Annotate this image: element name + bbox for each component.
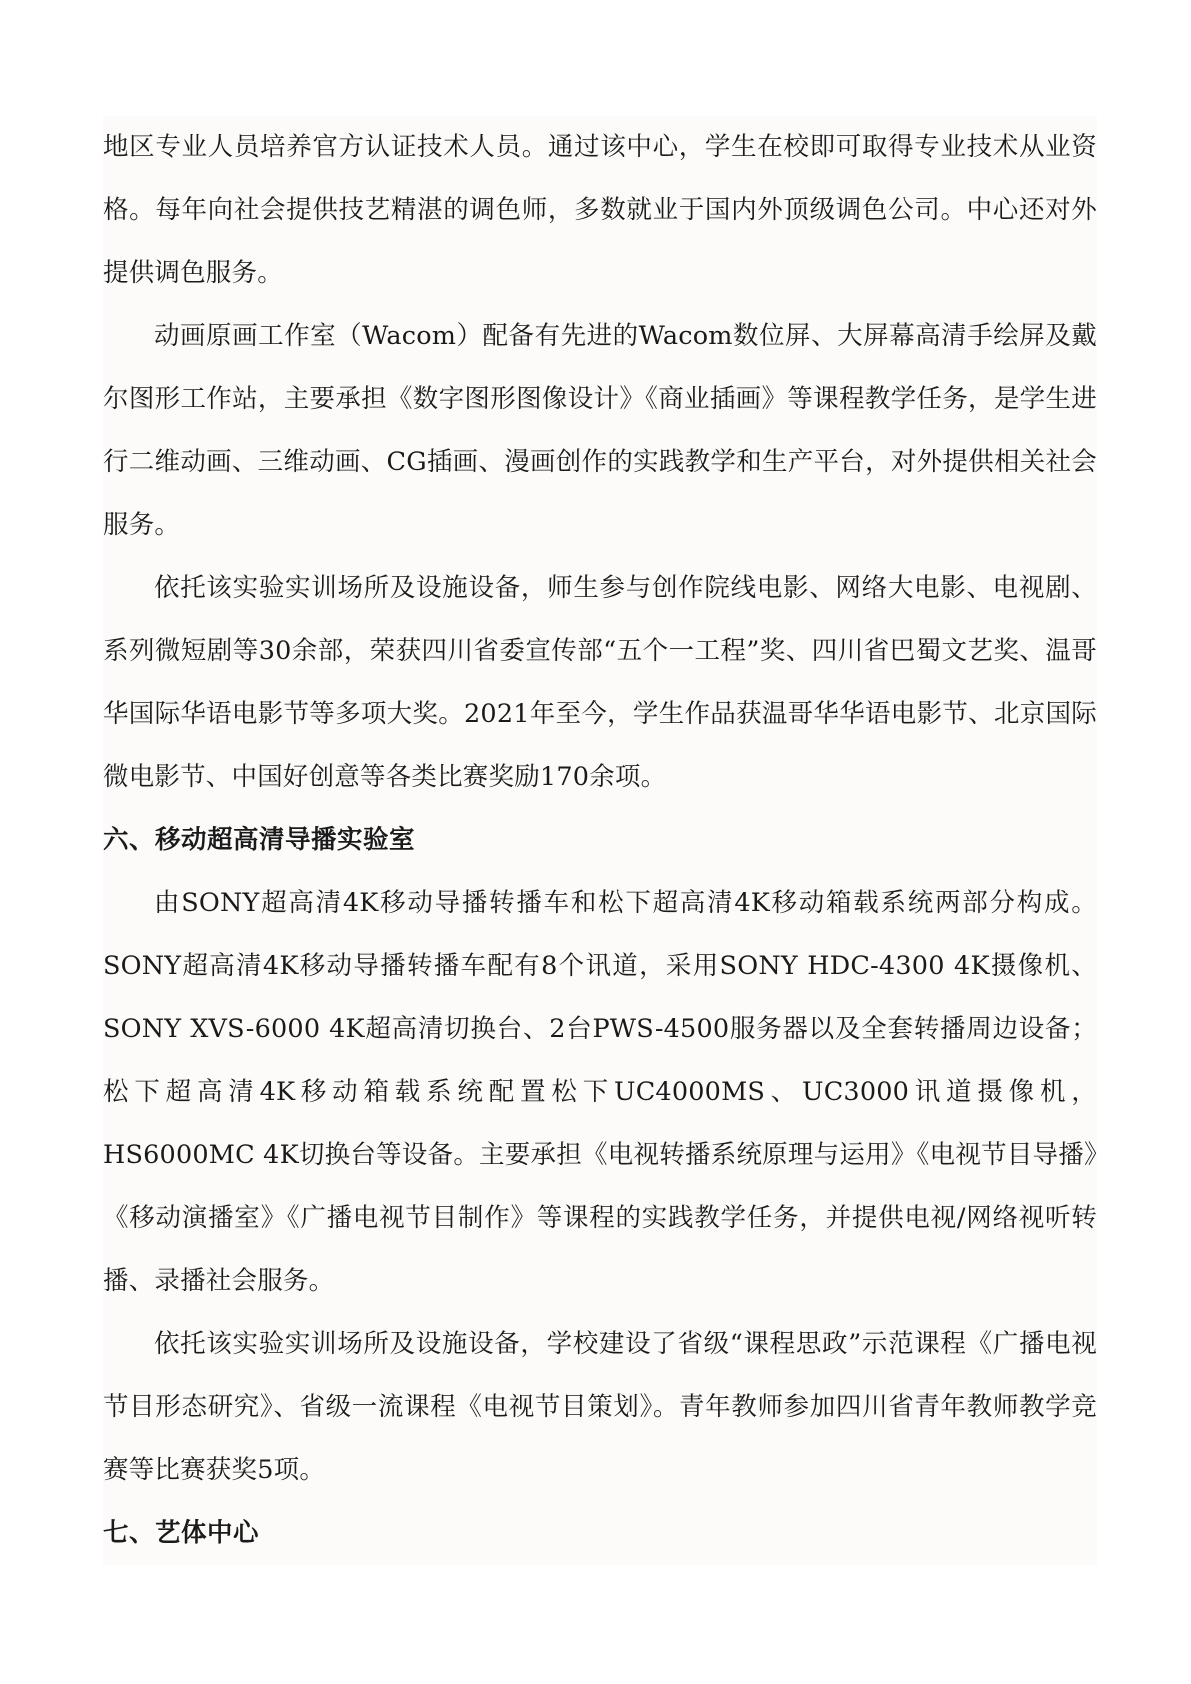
document-body	[103, 116, 1097, 1565]
paragraph-color-grading-center: 地区专业人员培养官方认证技术人员。通过该中心，学生在校即可取得专业技术从业资格。每年向社会提供技艺精湛的调色师，多数就业于国内外顶级调色公司。中心还对外提供调色服务。	[103, 132, 1097, 288]
paragraph-broadcast-equipment: 由SONY超高清4K移动导播转播车和松下超高清4K移动箱载系统两部分构成。SONY超高清4K移动导播转播车配有8个讯道，采用SONY HDC-4300 4K摄像机、SONY XVS-6000 4K超高清切换台、2台PWS-4500服务器以及全套转播周边设备；松下超高清4K移动箱载系统配置松下UC4000MS、UC3000讯道摄像机，HS6000MC 4K切换台等设备。主要承担《电视转播系统原理与运用》《电视节目导播》《移动演播室》《广播电视节目制作》等课程的实践教学任务，并提供电视/网络视听转播、录播社会服务。	[103, 888, 1097, 1296]
section-heading-mobile-broadcast-lab: 六、移动超高清导播实验室	[103, 825, 416, 855]
paragraph-broadcast-achievements: 依托该实验实训场所及设施设备，学校建设了省级“课程思政”示范课程《广播电视节目形态研究》、省级一流课程《电视节目策划》。青年教师参加四川省青年教师教学竞赛等比赛获奖5项。	[103, 1329, 1097, 1485]
paragraph-film-achievements: 依托该实验实训场所及设施设备，师生参与创作院线电影、网络大电影、电视剧、系列微短剧等30余部，荣获四川省委宣传部“五个一工程”奖、四川省巴蜀文艺奖、温哥华国际华语电影节等多项大奖。2021年至今，学生作品获温哥华华语电影节、北京国际微电影节、中国好创意等各类比赛奖励170余项。	[103, 573, 1097, 792]
paragraph-animation-studio: 动画原画工作室（Wacom）配备有先进的Wacom数位屏、大屏幕高清手绘屏及戴尔图形工作站，主要承担《数字图形图像设计》《商业插画》等课程教学任务，是学生进行二维动画、三维动画、CG插画、漫画创作的实践教学和生产平台，对外提供相关社会服务。	[103, 321, 1097, 540]
section-heading-arts-sports-center: 七、艺体中心	[103, 1518, 260, 1548]
